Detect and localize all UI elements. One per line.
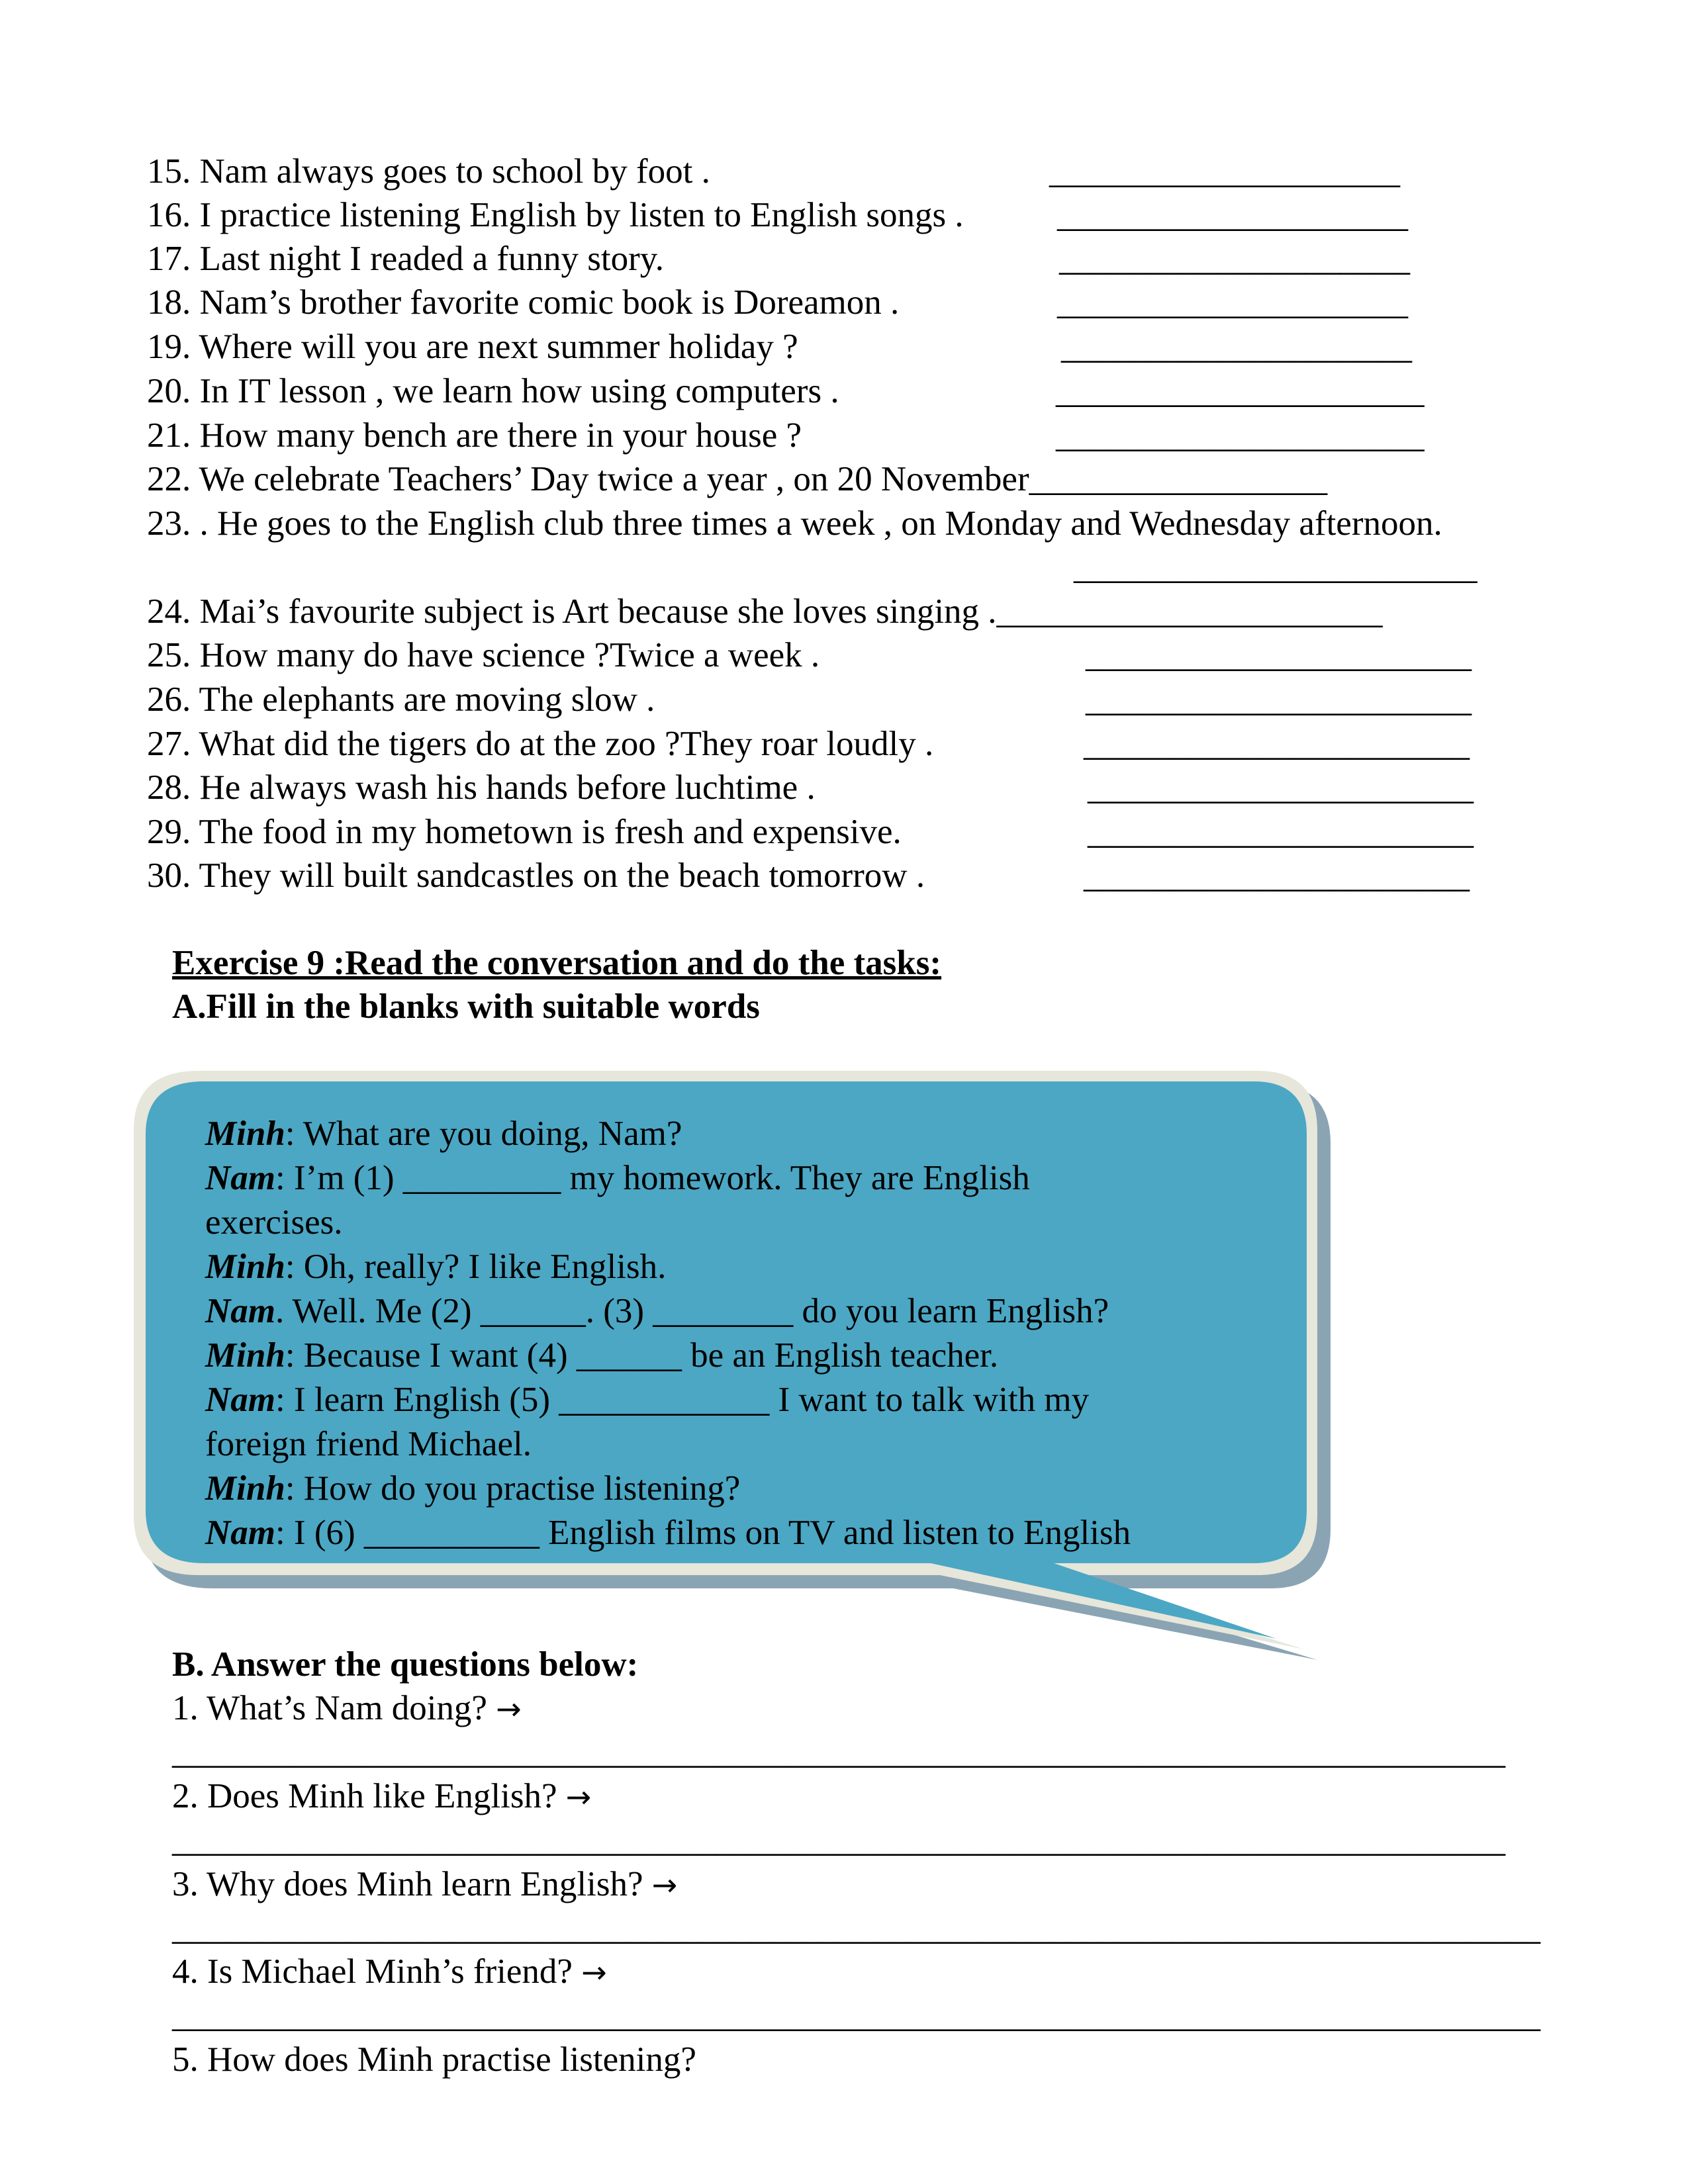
dialogue-text: Oh, really? I like English. xyxy=(303,1248,667,1286)
dialogue-line-8 xyxy=(205,1422,532,1467)
item-text: 26. The elephants are moving slow . xyxy=(147,680,655,719)
exercise9-title: Exercise 9 :Read the conversation and do the tasks: xyxy=(172,944,942,982)
item-text: 15. Nam always goes to school by foot . xyxy=(147,152,710,191)
item-16-blank: ____________________ xyxy=(1057,196,1408,234)
item-24 xyxy=(147,591,1383,632)
question-text: 4. Is Michael Minh’s friend? xyxy=(172,1952,573,1991)
item-22 xyxy=(147,459,1327,500)
speaker-separator: : xyxy=(285,1469,304,1508)
speaker-separator: : xyxy=(275,1159,294,1197)
exercise9-part-b: B. Answer the questions below: xyxy=(172,1645,639,1684)
item-28-blank: ______________________ xyxy=(1088,768,1474,807)
item-text: 19. Where will you are next summer holiday ? xyxy=(147,328,798,366)
dialogue-line-9 xyxy=(205,1467,740,1511)
item-15 xyxy=(147,151,710,192)
item-30 xyxy=(147,855,925,896)
speaker-separator: : xyxy=(285,1115,303,1153)
item-29 xyxy=(147,811,902,852)
item-26 xyxy=(147,679,655,720)
item-27 xyxy=(147,723,933,764)
item-30-blank: ______________________ xyxy=(1084,856,1470,895)
item-21-blank: _____________________ xyxy=(1056,416,1425,455)
dialogue-text: How do you practise listening? xyxy=(303,1469,741,1508)
dialogue-line-5 xyxy=(205,1289,1109,1334)
dialogue-line-2 xyxy=(205,1156,1030,1201)
item-23-blank: _______________________ xyxy=(1074,548,1477,586)
question-1 xyxy=(172,1688,522,1729)
item-text: 22. We celebrate Teachers’ Day twice a year , on 20 November xyxy=(147,460,1029,498)
question-text: 2. Does Minh like English? xyxy=(172,1777,557,1815)
dialogue-line-3 xyxy=(205,1201,342,1245)
item-18 xyxy=(147,282,899,323)
dialogue-text: foreign friend Michael. xyxy=(205,1425,532,1463)
answer-line-3[interactable]: ______________________________________________________________________________ xyxy=(172,1909,1540,1947)
item-text: 29. The food in my hometown is fresh and expensive. xyxy=(147,813,902,851)
item-text: 21. How many bench are there in your house ? xyxy=(147,416,802,455)
speaker-separator: . xyxy=(275,1292,293,1330)
arrow-right-icon: → xyxy=(565,1779,592,1815)
answer-line-2[interactable]: ____________________________________________________________________________ xyxy=(172,1821,1505,1859)
item-text: 24. Mai’s favourite subject is Art because she loves singing . xyxy=(147,592,997,631)
dialogue-line-10 xyxy=(205,1511,1131,1555)
speaker-separator: : xyxy=(275,1381,294,1419)
speaker-name: Nam xyxy=(205,1159,275,1197)
question-5 xyxy=(172,2039,696,2080)
question-3 xyxy=(172,1864,677,1905)
item-text: 18. Nam’s brother favorite comic book is Doreamon . xyxy=(147,283,900,322)
item-text: 28. He always wash his hands before luchtime . xyxy=(147,768,816,807)
speaker-name: Minh xyxy=(205,1469,285,1508)
question-text: 1. What’s Nam doing? xyxy=(172,1689,487,1727)
arrow-right-icon: → xyxy=(651,1867,678,1903)
speaker-separator: : xyxy=(275,1514,294,1552)
item-15-blank: ____________________ xyxy=(1049,152,1400,191)
dialogue-text: Because I want (4) ______ be an English teacher. xyxy=(303,1336,999,1375)
item-26-blank: ______________________ xyxy=(1086,680,1472,719)
dialogue-text: What are you doing, Nam? xyxy=(303,1115,682,1153)
speaker-name: Minh xyxy=(205,1115,285,1153)
item-29-blank: ______________________ xyxy=(1088,813,1474,851)
item-27-blank: ______________________ xyxy=(1084,725,1470,763)
item-23 xyxy=(147,503,1442,544)
item-17 xyxy=(147,238,664,279)
speaker-separator: : xyxy=(285,1248,304,1286)
dialogue-text: I learn English (5) ____________ I want to talk with my xyxy=(293,1381,1090,1419)
speaker-name: Nam xyxy=(205,1514,275,1552)
exercise9-part-a: A.Fill in the blanks with suitable words xyxy=(172,987,760,1026)
arrow-right-icon: → xyxy=(496,1691,522,1727)
item-text: 30. They will built sandcastles on the beach tomorrow . xyxy=(147,856,925,895)
item-25 xyxy=(147,635,820,676)
question-text: 3. Why does Minh learn English? xyxy=(172,1865,643,1903)
arrow-right-icon: → xyxy=(581,1954,607,1990)
item-22-blank: _________________ xyxy=(1029,460,1328,498)
item-text: 25. How many do have science ?Twice a week . xyxy=(147,636,820,674)
item-28 xyxy=(147,767,816,808)
item-text: 27. What did the tigers do at the zoo ?They roar loudly . xyxy=(147,725,934,763)
item-19 xyxy=(147,326,798,367)
dialogue-line-1 xyxy=(205,1112,682,1156)
speaker-separator: : xyxy=(285,1336,304,1375)
item-16 xyxy=(147,195,964,236)
speaker-name: Nam xyxy=(205,1381,275,1419)
item-20-blank: _____________________ xyxy=(1056,372,1425,410)
item-24-blank: ______________________ xyxy=(996,592,1383,631)
dialogue-line-7 xyxy=(205,1378,1089,1422)
speaker-name: Nam xyxy=(205,1292,275,1330)
item-text: 20. In IT lesson , we learn how using computers . xyxy=(147,372,839,410)
speaker-name: Minh xyxy=(205,1336,285,1375)
question-2 xyxy=(172,1776,591,1817)
item-19-blank: ____________________ xyxy=(1061,328,1412,366)
answer-line-1[interactable]: ____________________________________________________________________________ xyxy=(172,1733,1505,1771)
answer-line-4[interactable]: ______________________________________________________________________________ xyxy=(172,1996,1540,2034)
dialogue-text: I’m (1) _________ my homework. They are English xyxy=(293,1159,1030,1197)
item-18-blank: ____________________ xyxy=(1057,283,1408,322)
item-25-blank: ______________________ xyxy=(1086,636,1472,674)
item-17-blank: ____________________ xyxy=(1059,240,1410,278)
item-text: 17. Last night I readed a funny story. xyxy=(147,240,665,278)
item-text: 16. I practice listening English by listen to English songs . xyxy=(147,196,964,234)
question-text: 5. How does Minh practise listening? xyxy=(172,2040,696,2079)
item-text: 23. . He goes to the English club three times a week , on Monday and Wednesday afternoon. xyxy=(147,504,1442,543)
dialogue-text: I (6) __________ English films on TV and listen to English xyxy=(293,1514,1131,1552)
item-21 xyxy=(147,415,802,456)
dialogue-line-6 xyxy=(205,1334,998,1378)
speaker-name: Minh xyxy=(205,1248,285,1286)
dialogue-text: Well. Me (2) ______. (3) ________ do you learn English? xyxy=(292,1292,1109,1330)
dialogue-line-4 xyxy=(205,1245,666,1289)
dialogue-text: exercises. xyxy=(205,1203,343,1242)
question-4 xyxy=(172,1951,607,1993)
item-20 xyxy=(147,371,839,412)
